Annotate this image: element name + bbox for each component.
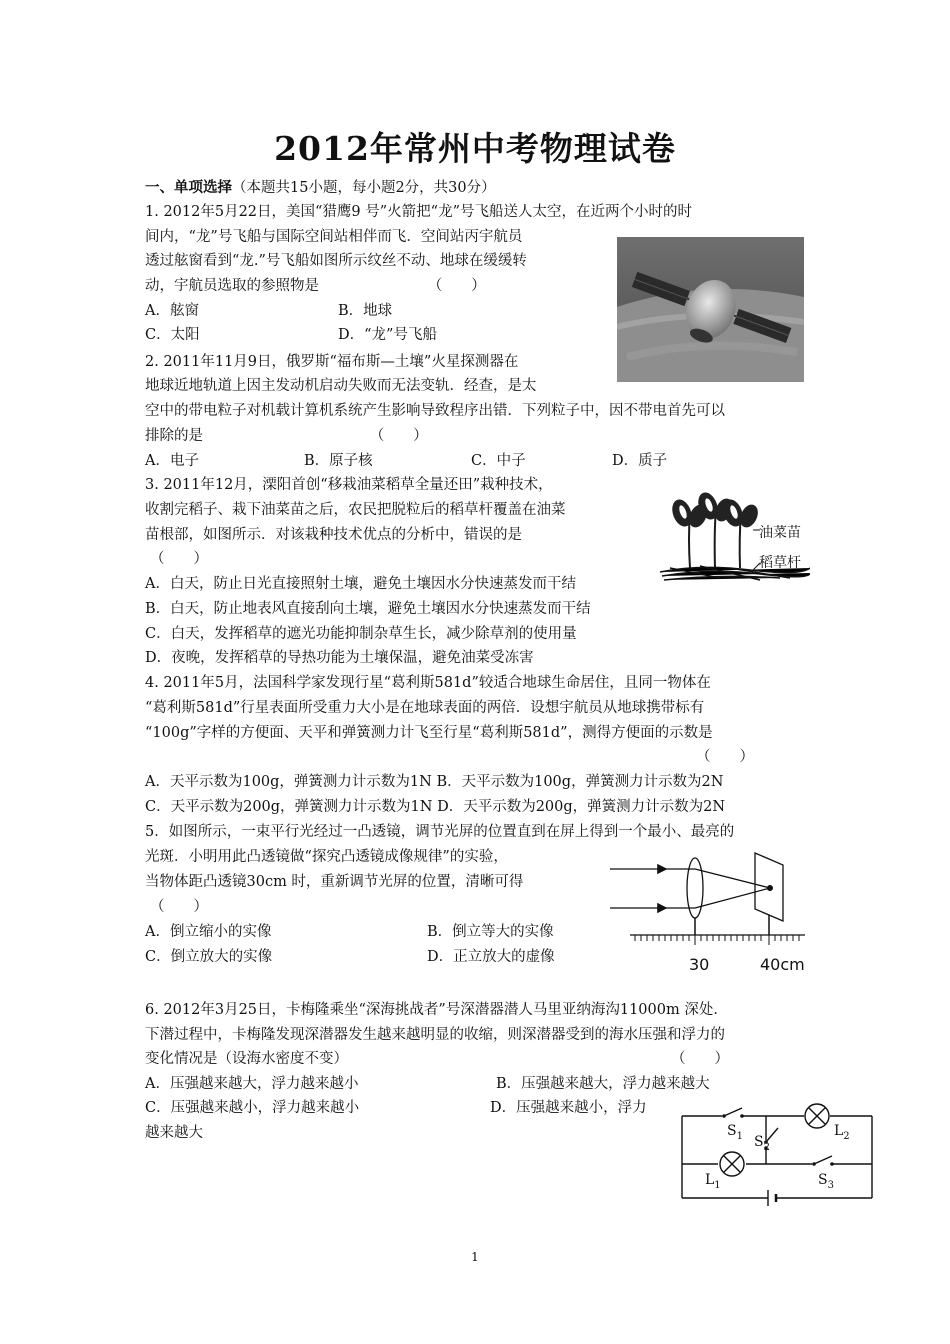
q6-option-d-cont: 越来越大 xyxy=(145,1125,203,1141)
circuit-diagram xyxy=(672,1100,882,1215)
q6-line-1: 6. 2012年3月25日，卡梅隆乘坐“深海挑战者”号深潜器潜人马里亚纳海沟11000m 深处． xyxy=(145,1002,728,1018)
q2-line-1: 2. 2011年11月9日，俄罗斯“福布斯—土壤”火星探测器在 xyxy=(145,354,519,370)
q5-line-2: 光斑．小明用此凸透镜做“探究凸透镜成像规律”的实验， xyxy=(145,849,508,865)
q3-option-d: D．夜晚，发挥稻草的导热功能为土壤保温，避免油菜受冻害 xyxy=(145,650,534,666)
q5-line-4: （ ） xyxy=(150,899,208,915)
q4-option-cd: C．天平示数为200g，弹簧测力计示数为1N D．天平示数为200g，弹簧测力计示数为2N xyxy=(145,799,726,815)
q1-option-b: B．地球 xyxy=(338,303,393,319)
q2-option-a: A．电子 xyxy=(145,453,199,469)
q3-option-b: B．白天，防止地表风直接刮向土壤，避免土壤因水分快速蒸发而干结 xyxy=(145,601,591,617)
q1-line-1: 1. 2012年5月22日，美国“猎鹰9 号”火箭把“龙”号飞船送人太空，在近两个小时的时 xyxy=(145,204,693,220)
q3-line-1: 3. 2011年12月，溧阳首创“移栽油菜稻草全量还田”栽种技术， xyxy=(145,477,553,493)
lens-optical-bench-figure xyxy=(605,835,810,960)
q5-option-a: A．倒立缩小的实像 xyxy=(145,924,272,940)
seedling-label: 油菜苗 xyxy=(759,525,801,541)
lamp-l1-label: $L_1$ xyxy=(705,1172,721,1191)
q4-line-3: “100g”字样的方便面、天平和弹簧测力计飞至行星“葛利斯581d”，测得方便面的示数是 xyxy=(145,725,713,741)
q4-option-ab: A．天平示数为100g，弹簧测力计示数为1N B．天平示数为100g，弹簧测力计示数为2N xyxy=(145,774,724,790)
q3-line-2: 收割完稻子、栽下油菜苗之后，农民把脱粒后的稻草杆覆盖在油菜 xyxy=(145,502,566,518)
straw-label: 稻草杆 xyxy=(759,555,801,571)
q5-option-b: B．倒立等大的实像 xyxy=(427,924,554,940)
q4-line-4: （ ） xyxy=(696,749,754,765)
q1-line-4: 动，宇航员选取的参照物是 （ ） xyxy=(145,278,486,294)
q2-option-c: C．中子 xyxy=(471,453,526,469)
q2-option-d: D．质子 xyxy=(612,453,668,469)
q6-line-2: 下潜过程中，卡梅隆发现深潜器发生越来越明显的收缩，则深潜器受到的海水压强和浮力的 xyxy=(145,1027,725,1043)
section-title: 一、单项选择 xyxy=(145,179,232,196)
switch-s1-label: $S_1$ xyxy=(727,1123,743,1142)
q3-line-4: （ ） xyxy=(150,551,208,567)
ruler-label-30: 30 xyxy=(689,955,710,974)
switch-s2-label: $S_2$ xyxy=(754,1134,770,1153)
q3-option-c: C．白天，发挥稻草的遮光功能抑制杂草生长，减少除草剂的使用量 xyxy=(145,626,577,642)
q3-option-a: A．白天，防止日光直接照射土壤，避免土壤因水分快速蒸发而干结 xyxy=(145,576,576,592)
q6-line-3: 变化情况是（设海水密度不变） xyxy=(145,1051,348,1067)
dragon-capsule-photo xyxy=(617,237,804,382)
ruler-label-40cm: 40cm xyxy=(760,955,805,974)
q2-option-b: B．原子核 xyxy=(304,453,373,469)
q1-line-3: 透过舷窗看到“龙.”号飞船如图所示纹丝不动、地球在缓缓转 xyxy=(145,253,527,269)
page-title: 2012年常州中考物理试卷 xyxy=(274,129,676,168)
q6-option-d: D．压强越来越小，浮力 xyxy=(490,1100,647,1116)
switch-s3-label: $S_3$ xyxy=(818,1172,834,1191)
lamp-l2-label: $L_2$ xyxy=(834,1123,850,1142)
q5-line-1: 5．如图所示，一束平行光经过一凸透镜，调节光屏的位置直到在屏上得到一个最小、最亮的 xyxy=(145,824,735,840)
q4-line-2: “葛利斯581d”行星表面所受重力大小是在地球表面的两倍．设想宇航员从地球携带标有 xyxy=(145,700,705,716)
q5-option-c: C．倒立放大的实像 xyxy=(145,949,273,965)
q1-option-c: C．太阳 xyxy=(145,327,200,343)
q2-line-4: 排除的是 （ ） xyxy=(145,428,428,444)
q6-line-4: （ ） xyxy=(671,1051,729,1067)
page-number: 1 xyxy=(471,1250,479,1264)
q4-line-1: 4. 2011年5月，法国科学家发现行星“葛利斯581d”较适合地球生命居住，且同一物体在 xyxy=(145,675,711,691)
q1-line-2: 间内，“龙”号飞船与国际空间站相伴而飞．空间站丙宇航员 xyxy=(145,229,523,245)
q2-line-2: 地球近地轨道上因主发动机启动失败而无法变轨．经查，是太 xyxy=(145,378,537,394)
q1-option-a: A．舷窗 xyxy=(145,303,199,319)
q6-option-a: A．压强越来越大，浮力越来越小 xyxy=(145,1076,359,1092)
q5-option-d: D．正立放大的虚像 xyxy=(427,949,555,965)
q1-option-d: D．“龙”号飞船 xyxy=(338,327,437,343)
section-note: （本题共15小题，每小题2分，共30分） xyxy=(232,180,496,196)
q2-line-3: 空中的带电粒子对机载计算机系统产生影响导致程序出错．下列粒子中，因不带电首先可以 xyxy=(145,403,725,419)
q5-line-3: 当物体距凸透镜30cm 时，重新调节光屏的位置，清晰可得 xyxy=(145,874,524,890)
section-heading xyxy=(145,181,496,196)
q6-option-c: C．压强越来越小，浮力越来越小 xyxy=(145,1100,360,1116)
q6-option-b: B．压强越来越大，浮力越来越大 xyxy=(496,1076,710,1092)
q3-line-3: 苗根部，如图所示．对该栽种技术优点的分析中，错误的是 xyxy=(145,527,522,543)
